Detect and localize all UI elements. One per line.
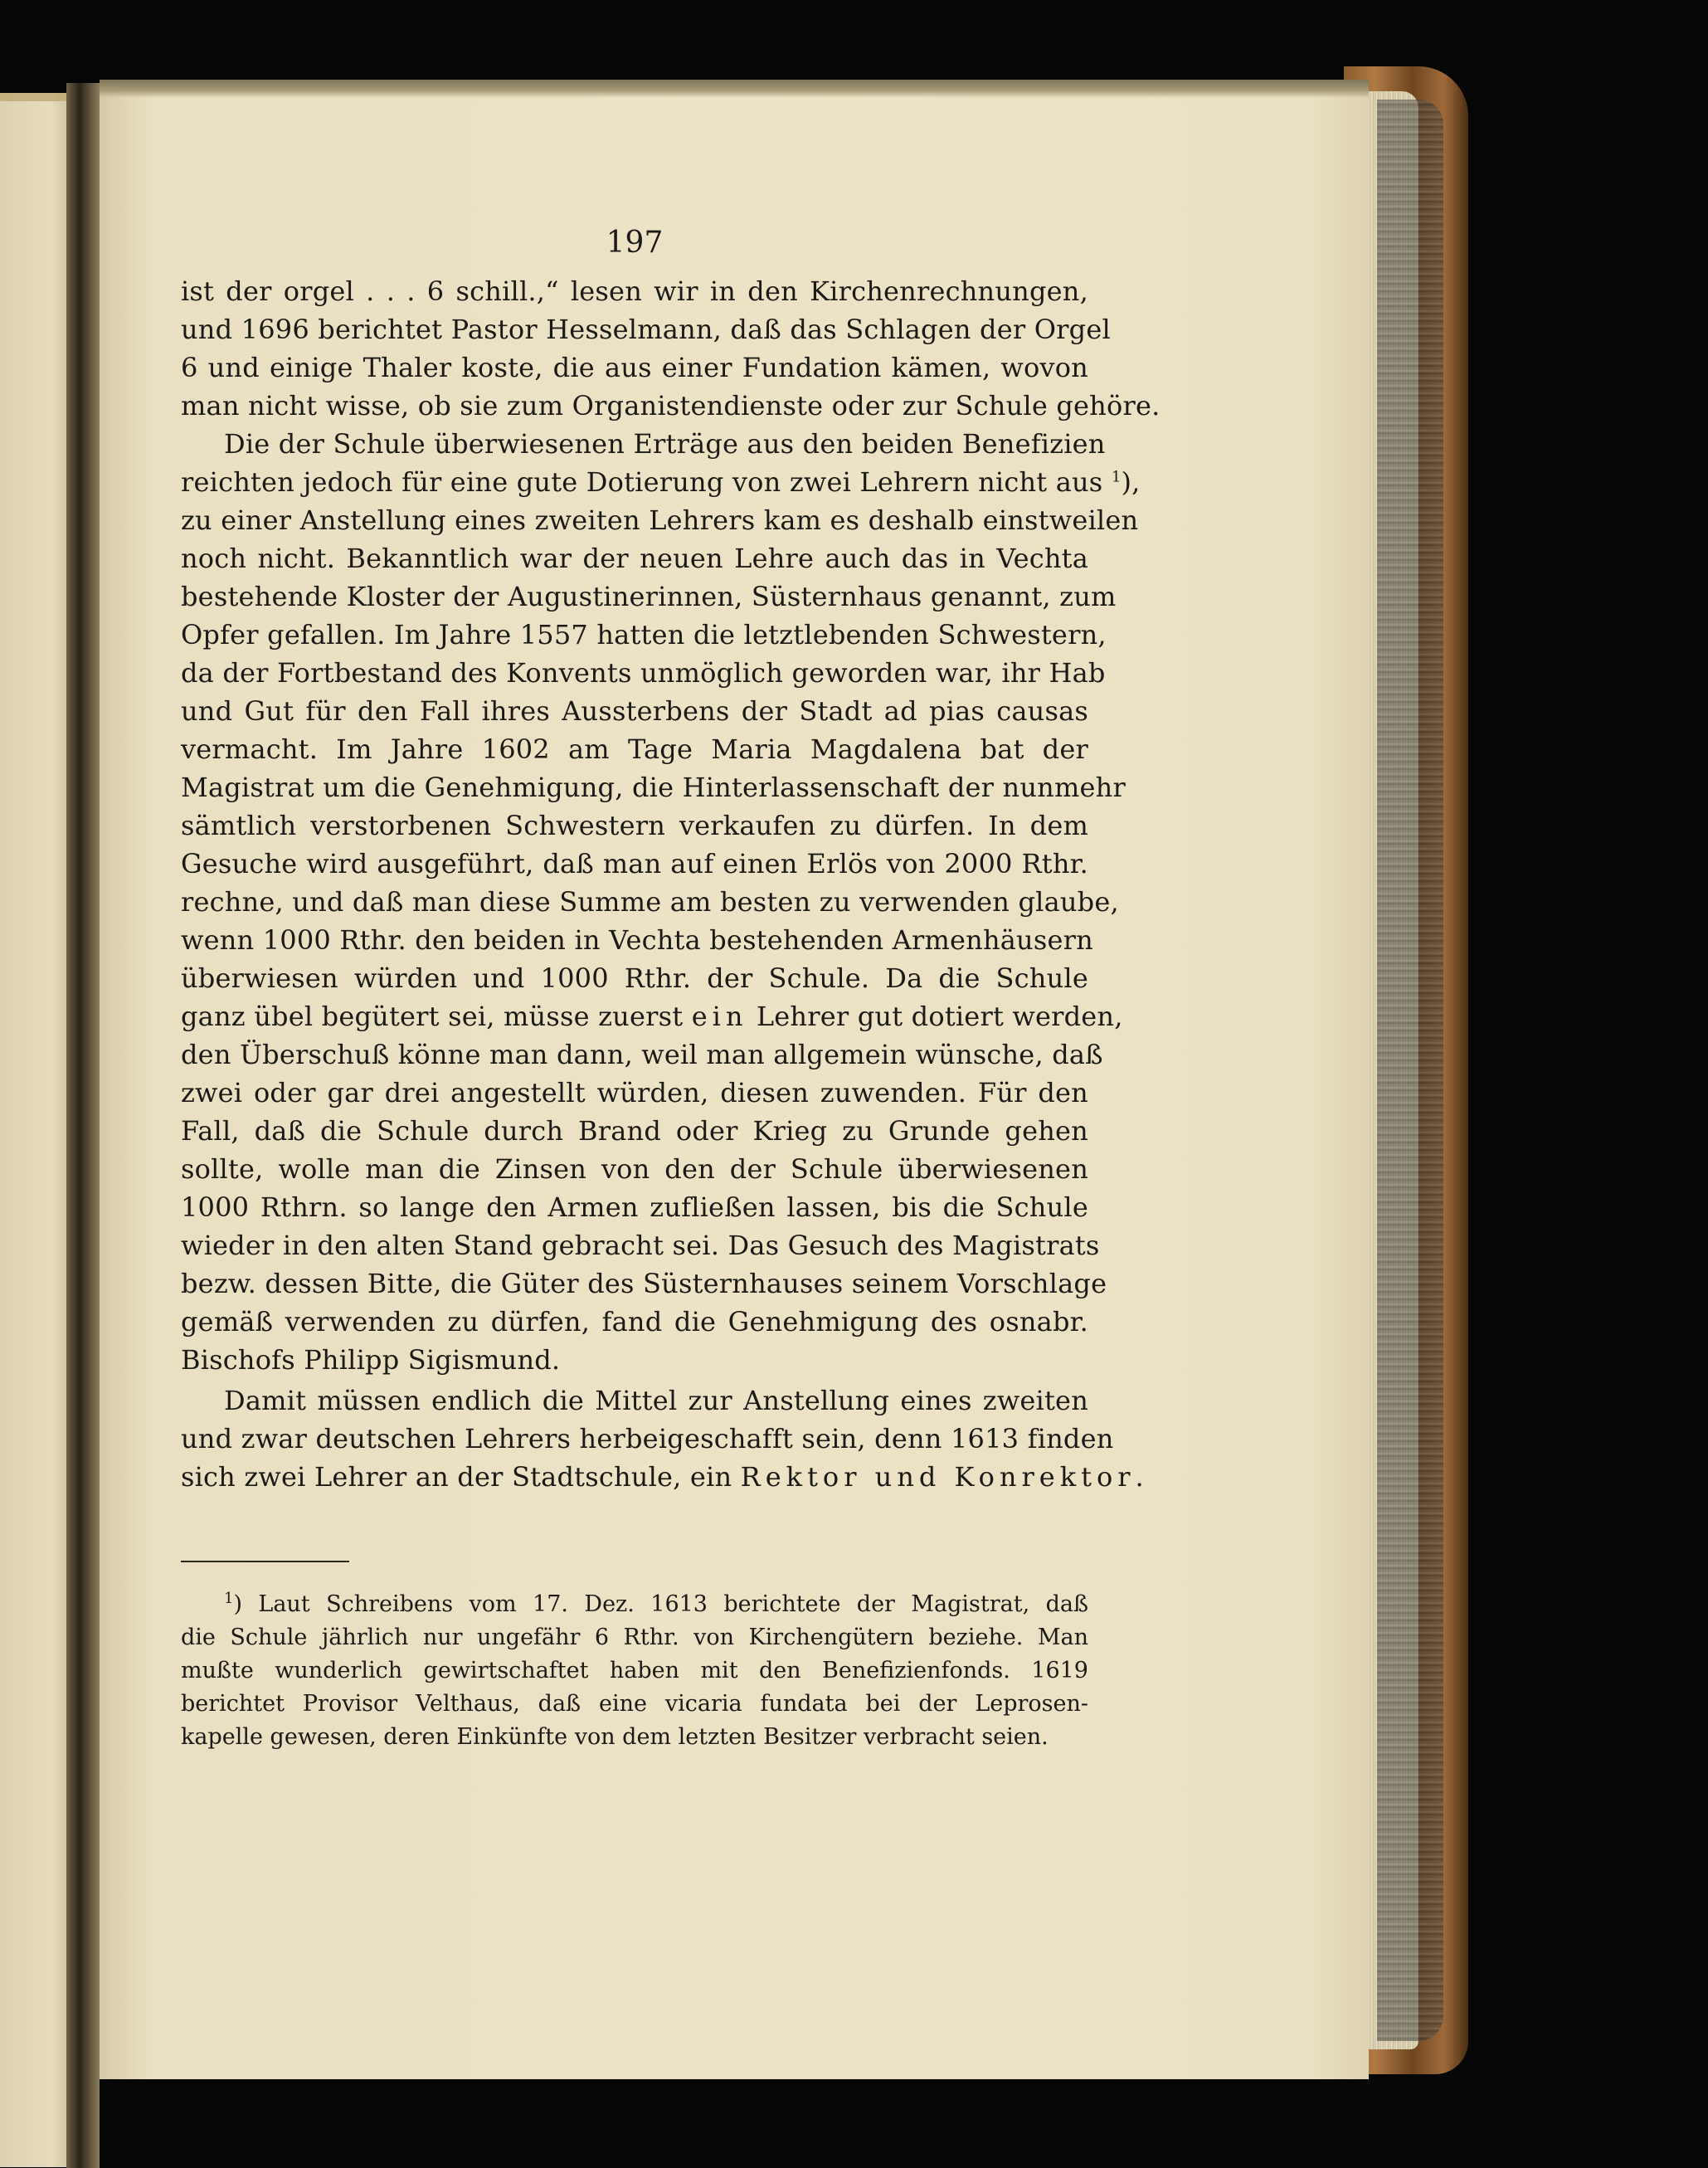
text-line: rechne, und daß man diese Summe am besten zu verwenden glaube,	[181, 886, 1119, 918]
footnote-marker: 1	[1111, 468, 1122, 486]
text-line: und 1696 berichtet Pastor Hesselmann, daß das Schlagen der Orgel	[181, 314, 1111, 345]
emphasis-word: Rektor	[740, 1461, 862, 1493]
text-line: Opfer gefallen. Im Jahre 1557 hatten die letztlebenden Schwestern,	[181, 619, 1107, 650]
page-number: 197	[606, 226, 664, 260]
text-line-with-emphasis	[181, 1458, 1144, 1496]
footnote-rule	[181, 1561, 349, 1562]
left-page-edge	[0, 93, 73, 2167]
footnote-text: ) Laut Schreibens vom 17. Dez. 1613 berichtete der Magistrat, daß	[233, 1591, 1088, 1617]
text-line: zwei oder gar drei angestellt würden, diesen zuwenden. Für den	[181, 1077, 1088, 1108]
text-line-rest: Lehrer gut dotiert werden,	[747, 1001, 1123, 1032]
text-line-with-footnote	[181, 463, 1141, 501]
text-line-body: reichten jedoch für eine gute Dotierung von zwei Lehrern nicht aus	[181, 466, 1103, 498]
text-line: Fall, daß die Schule durch Brand oder Krieg zu Grunde gehen	[181, 1115, 1088, 1147]
text-line: wenn 1000 Rthr. den beiden in Vechta bestehenden Armenhäusern	[181, 924, 1093, 956]
footnote-line: kapelle gewesen, deren Einkünfte von dem letzten Besitzer verbracht seien.	[181, 1724, 1049, 1750]
text-line: Damit müssen endlich die Mittel zur Anstellung eines zweiten	[224, 1385, 1088, 1416]
emphasis-word: ein	[691, 1001, 748, 1032]
text-line-end: .	[1135, 1461, 1144, 1493]
text-line: 1000 Rthrn. so lange den Armen zufließen lassen, bis die Schule	[181, 1191, 1088, 1223]
text-line-body: ganz übel begütert sei, müsse zuerst	[181, 1001, 684, 1032]
text-line: 6 und einige Thaler koste, die aus einer Fundation kämen, wovon	[181, 352, 1088, 383]
text-line: bezw. dessen Bitte, die Güter des Süsternhauses seinem Vorschlage	[181, 1268, 1107, 1299]
text-line: Magistrat um die Genehmigung, die Hinterlassenschaft der nunmehr	[181, 772, 1126, 803]
footnote-line: mußte wunderlich gewirtschaftet haben mit den Benefizienfonds. 1619	[181, 1658, 1088, 1683]
emphasis-word: Konrektor	[954, 1461, 1136, 1493]
text-line: wieder in den alten Stand gebracht sei. Das Gesuch des Magistrats	[181, 1230, 1100, 1261]
text-line: überwiesen würden und 1000 Rthr. der Schule. Da die Schule	[181, 962, 1088, 994]
gutter-shadow	[66, 83, 100, 2168]
text-line: vermacht. Im Jahre 1602 am Tage Maria Magdalena bat der	[181, 733, 1088, 765]
text-line: und Gut für den Fall ihres Aussterbens der Stadt ad pias causas	[181, 695, 1088, 727]
emphasis-connector: und	[861, 1461, 955, 1493]
text-line: gemäß verwenden zu dürfen, fand die Genehmigung des osnabr.	[181, 1306, 1088, 1337]
text-line-with-emphasis	[181, 997, 1123, 1035]
footnote-line: berichtet Provisor Velthaus, daß eine vicaria fundata bei der Leprosen-	[181, 1691, 1088, 1717]
text-line: sämtlich verstorbenen Schwestern verkaufen zu dürfen. In dem	[181, 810, 1088, 841]
text-line: ist der orgel . . . 6 schill.,“ lesen wir in den Kirchenrechnungen,	[181, 275, 1088, 307]
text-line: und zwar deutschen Lehrers herbeigeschafft sein, denn 1613 finden	[181, 1423, 1114, 1454]
footnote-line	[181, 1588, 1088, 1621]
text-line: Bischofs Philipp Sigismund.	[181, 1344, 561, 1376]
text-line: sollte, wolle man die Zinsen von den der Schule überwiesenen	[181, 1153, 1088, 1185]
text-line: Die der Schule überwiesenen Erträge aus den beiden Benefizien	[224, 428, 1106, 460]
text-line: Gesuche wird ausgeführt, daß man auf einen Erlös von 2000 Rthr.	[181, 848, 1088, 879]
left-page-top-edge	[0, 93, 73, 101]
text-line: den Überschuß könne man dann, weil man allgemein wünsche, daß	[181, 1039, 1103, 1070]
text-line: zu einer Anstellung eines zweiten Lehrers kam es deshalb einstweilen	[181, 504, 1139, 536]
text-line-body: sich zwei Lehrer an der Stadtschule, ein	[181, 1461, 732, 1493]
text-line-suffix: ),	[1121, 466, 1141, 498]
footnote-line: die Schule jährlich nur ungefähr 6 Rthr. von Kirchengütern beziehe. Man	[181, 1625, 1088, 1650]
footnote-marker: 1	[224, 1590, 234, 1607]
text-line: man nicht wisse, ob sie zum Organistendienste oder zur Schule gehöre.	[181, 390, 1161, 421]
page-top-shadow	[100, 80, 1369, 98]
text-line: da der Fortbestand des Konvents unmöglich geworden war, ihr Hab	[181, 657, 1106, 689]
text-line: bestehende Kloster der Augustinerinnen, Süsternhaus genannt, zum	[181, 581, 1117, 612]
cover-texture	[1377, 100, 1443, 2041]
text-line: noch nicht. Bekanntlich war der neuen Lehre auch das in Vechta	[181, 543, 1088, 574]
